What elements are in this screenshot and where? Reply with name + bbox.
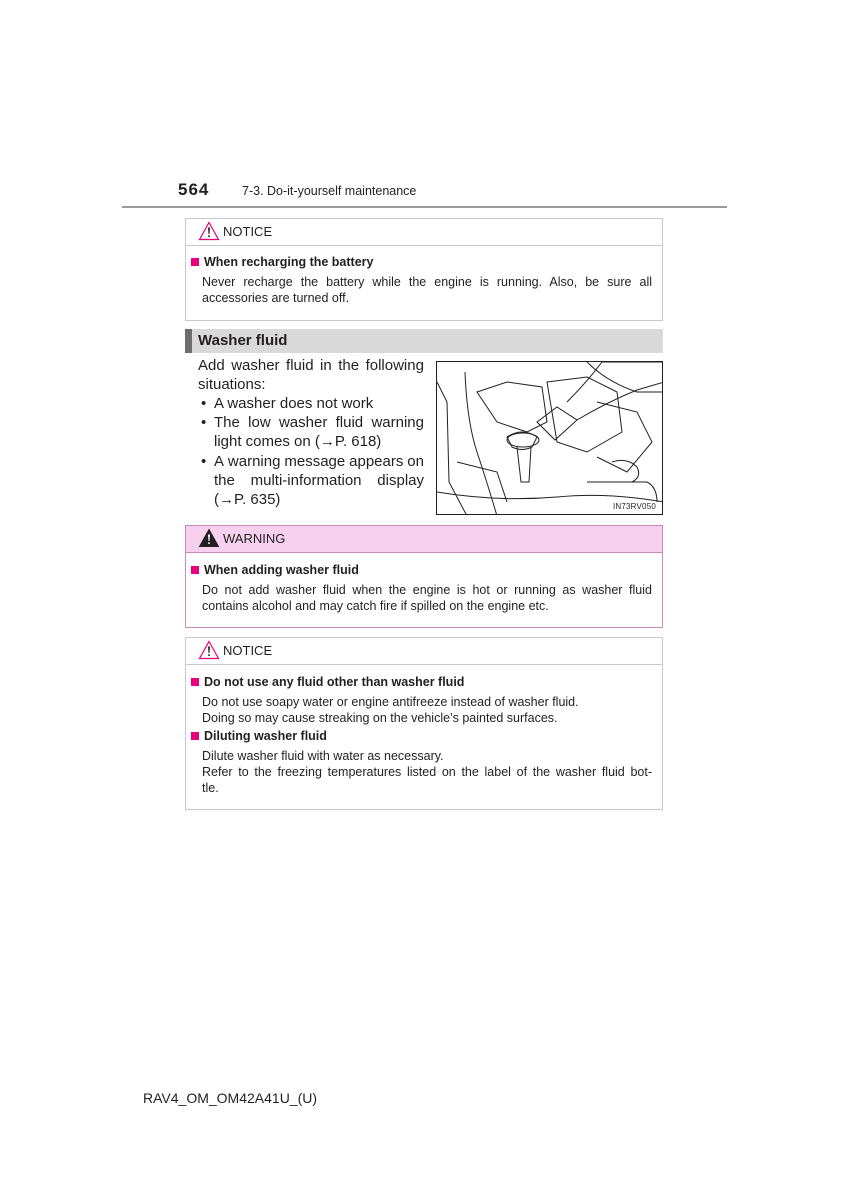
word: on <box>407 453 424 470</box>
word: in <box>320 357 332 374</box>
warning-item-heading <box>191 563 359 577</box>
warning-header <box>186 526 662 553</box>
bullet-square-icon <box>191 732 199 740</box>
warning-box-washer-fluid <box>185 525 663 628</box>
section-heading-bar <box>185 329 192 353</box>
washer-fluid-illustration <box>436 361 663 515</box>
word: low <box>248 414 271 431</box>
word: multi-information <box>250 472 362 489</box>
caution-triangle-icon <box>198 640 220 660</box>
bullet-line: (→P. 635) <box>214 491 281 508</box>
notice-item-heading-text: Do not use any fluid other than washer fluid <box>204 675 465 689</box>
body-line: Do not add washer fluid when the engine is hot or running as washer fluid <box>202 583 652 597</box>
word: A <box>214 453 225 470</box>
word: The <box>214 414 240 431</box>
notice-label: NOTICE <box>223 224 273 239</box>
warning-triangle-icon <box>198 528 220 548</box>
intro-line: situations: <box>198 376 266 393</box>
bullet-line <box>214 413 424 432</box>
bullet-line: A washer does not work <box>214 395 374 412</box>
word: warning <box>371 414 424 431</box>
bullet-square-icon <box>191 258 199 266</box>
notice-label: NOTICE <box>223 643 273 658</box>
page-number: 564 <box>178 180 210 199</box>
engine-bay-drawing <box>437 362 663 515</box>
word: display <box>377 472 424 489</box>
bullet-symbol: • <box>201 395 207 412</box>
body-line: accessories are turned off. <box>202 291 350 305</box>
notice-box-washer-fluid <box>185 637 663 810</box>
body-line: Dilute washer fluid with water as necessary. <box>202 749 444 763</box>
body-line: Do not use soapy water or engine antifreeze instead of washer fluid. <box>202 695 579 709</box>
warning-label: WARNING <box>223 531 286 546</box>
body-line: Refer to the freezing temperatures listed on the label of the washer fluid bot- <box>202 765 652 779</box>
word: Add <box>198 357 225 374</box>
word: message <box>284 453 346 470</box>
notice-item-heading <box>191 675 464 689</box>
body-line: Doing so may cause streaking on the vehicle’s painted surfaces. <box>202 711 558 725</box>
notice-item-heading-text: Diluting washer fluid <box>204 729 327 743</box>
notice-box-battery <box>185 218 663 321</box>
header-divider <box>122 206 727 208</box>
notice-item-heading-text: When recharging the battery <box>204 255 374 269</box>
word: fluid <box>286 357 314 374</box>
body-line: contains alcohol and may catch fire if spilled on the engine etc. <box>202 599 549 613</box>
notice-header <box>186 638 662 665</box>
word: following <box>365 357 424 374</box>
word: warning <box>227 453 281 470</box>
bullet-line <box>214 452 424 471</box>
bullet-line: light comes on (→P. 618) <box>214 433 382 450</box>
word: washer <box>231 357 280 374</box>
bullet-square-icon <box>191 678 199 686</box>
word: fluid <box>335 414 364 431</box>
section-body <box>198 356 424 516</box>
word: appears <box>349 453 404 470</box>
bullet-symbol: • <box>201 414 207 431</box>
intro-line <box>198 356 424 375</box>
warning-item-body <box>202 582 652 614</box>
section-heading <box>185 329 663 353</box>
word: washer <box>278 414 328 431</box>
caution-triangle-icon <box>198 221 220 241</box>
notice-item-heading <box>191 729 327 743</box>
notice-header <box>186 219 662 246</box>
body-line: tle. <box>202 781 219 795</box>
bullet-line <box>214 471 424 490</box>
notice-item-body <box>202 694 652 726</box>
notice-item-body <box>202 274 652 306</box>
notice-item-heading <box>191 255 373 269</box>
bullet-symbol: • <box>201 453 207 470</box>
illustration-code: IN73RV050 <box>612 502 656 511</box>
section-title: Washer fluid <box>198 332 288 349</box>
footer-doc-id: RAV4_OM_OM42A41U_(U) <box>143 1090 318 1106</box>
word: the <box>338 357 360 374</box>
notice-item-body <box>202 748 652 796</box>
word: the <box>214 472 235 489</box>
bullet-square-icon <box>191 566 199 574</box>
body-line: Never recharge the battery while the engine is running. Also, be sure all <box>202 275 652 289</box>
chapter-title: 7-3. Do-it-yourself maintenance <box>242 184 417 198</box>
warning-item-heading-text: When adding washer fluid <box>204 563 359 577</box>
